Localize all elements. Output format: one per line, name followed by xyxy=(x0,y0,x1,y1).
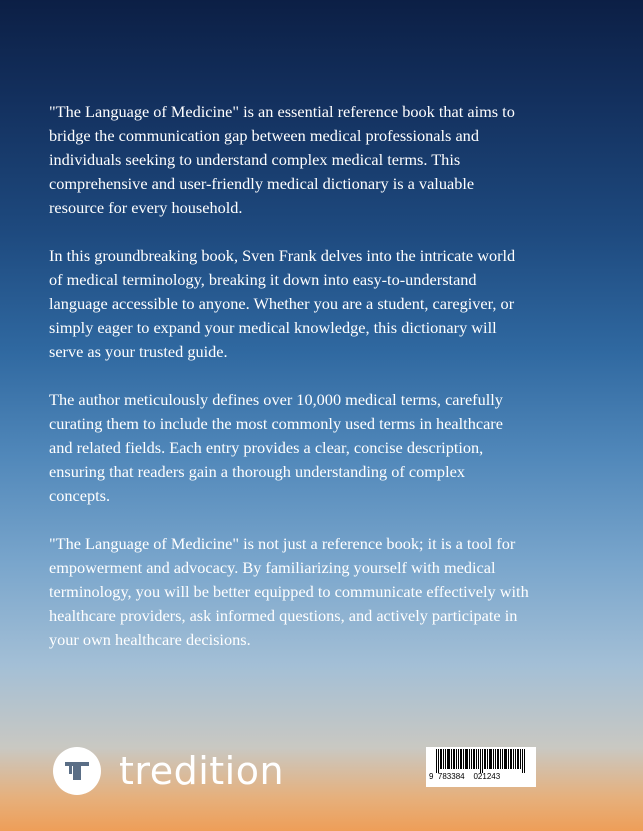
back-cover-blurb xyxy=(49,100,529,676)
publisher-logo xyxy=(53,747,284,795)
publisher-name: tredition xyxy=(119,749,285,793)
blurb-paragraph-3: The author meticulously defines over 10,000 medical terms, carefully curating them to include the most commonly used terms in healthcare and related fields. Each entry provides a clear, concise description, ensuring that readers gain a thorough understanding of complex concepts. xyxy=(49,390,503,505)
isbn-digits: 9 783384 021243 xyxy=(429,772,501,781)
blurb-paragraph-4: "The Language of Medicine" is not just a reference book; it is a tool for empowerment and advocacy. By familiarizing yourself with medical terminology, you will be better equipped to communicate effectively with healthcare providers, ask informed questions, and actively participate in your own healthcare decisions. xyxy=(49,534,529,649)
blurb-paragraph-2: In this groundbreaking book, Sven Frank delves into the intricate world of medical terminology, breaking it down into easy-to-understand language accessible to anyone. Whether you are a student, caregiver, or simply eager to expand your medical knowledge, this dictionary will serve as your trusted guide. xyxy=(49,246,516,361)
isbn-barcode xyxy=(426,747,536,787)
tredition-logo-icon xyxy=(53,747,101,795)
barcode-bars xyxy=(426,747,536,773)
blurb-paragraph-1: "The Language of Medicine" is an essential reference book that aims to bridge the communication gap between medical professionals and individuals seeking to understand complex medical terms. This comprehensive and user-friendly medical dictionary is a valuable resource for every household. xyxy=(49,102,515,217)
